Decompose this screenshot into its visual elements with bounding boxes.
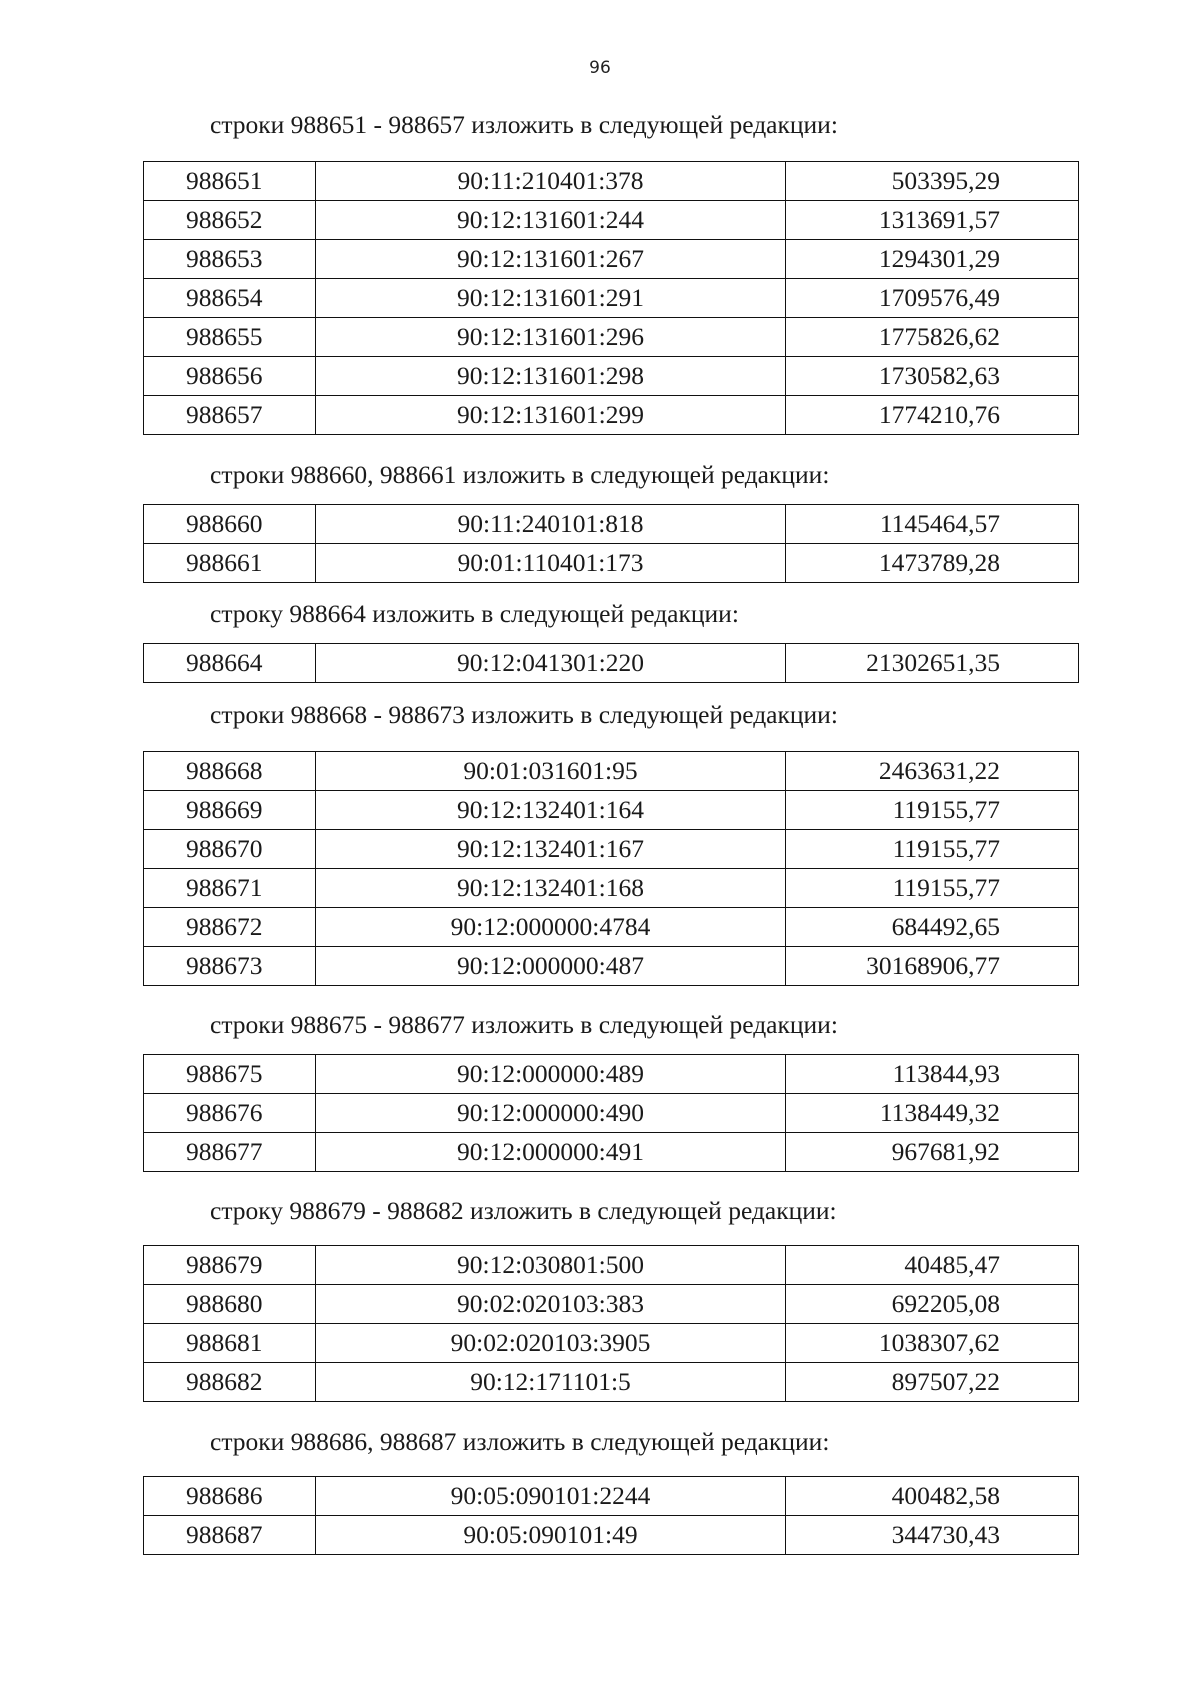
- table-row: [144, 505, 1079, 544]
- row-number-cell: 988664: [144, 644, 316, 683]
- section-table: [143, 751, 1078, 986]
- cadastral-number-cell: 90:12:131601:291: [316, 279, 786, 318]
- value-cell: 503395,29: [786, 162, 1079, 201]
- cadastral-number-cell: 90:12:030801:500: [316, 1246, 786, 1285]
- row-number-cell: 988654: [144, 279, 316, 318]
- value-cell: 119155,77: [786, 869, 1079, 908]
- data-table: [143, 751, 1079, 986]
- table-row: [144, 1285, 1079, 1324]
- value-cell: 119155,77: [786, 791, 1079, 830]
- section-caption: строки 988686, 988687 изложить в следующей редакции:: [210, 1427, 830, 1456]
- row-number-cell: 988681: [144, 1324, 316, 1363]
- data-table: [143, 504, 1079, 583]
- section-caption: строки 988651 - 988657 изложить в следующей редакции:: [210, 110, 838, 139]
- row-number-cell: 988656: [144, 357, 316, 396]
- cadastral-number-cell: 90:12:132401:167: [316, 830, 786, 869]
- table-row: [144, 396, 1079, 435]
- value-cell: 692205,08: [786, 1285, 1079, 1324]
- row-number-cell: 988673: [144, 947, 316, 986]
- section-table: [143, 1476, 1078, 1555]
- value-cell: 344730,43: [786, 1516, 1079, 1555]
- row-number-cell: 988687: [144, 1516, 316, 1555]
- value-cell: 684492,65: [786, 908, 1079, 947]
- data-table: [143, 1054, 1079, 1172]
- value-cell: 113844,93: [786, 1055, 1079, 1094]
- value-cell: 21302651,35: [786, 644, 1079, 683]
- table-row: [144, 1246, 1079, 1285]
- value-cell: 1775826,62: [786, 318, 1079, 357]
- row-number-cell: 988668: [144, 752, 316, 791]
- row-number-cell: 988677: [144, 1133, 316, 1172]
- value-cell: 400482,58: [786, 1477, 1079, 1516]
- value-cell: 30168906,77: [786, 947, 1079, 986]
- table-row: [144, 644, 1079, 683]
- value-cell: 1313691,57: [786, 201, 1079, 240]
- row-number-cell: 988652: [144, 201, 316, 240]
- cadastral-number-cell: 90:12:131601:267: [316, 240, 786, 279]
- value-cell: 1145464,57: [786, 505, 1079, 544]
- section-table: [143, 643, 1078, 683]
- cadastral-number-cell: 90:12:171101:5: [316, 1363, 786, 1402]
- cadastral-number-cell: 90:12:000000:490: [316, 1094, 786, 1133]
- table-row: [144, 544, 1079, 583]
- row-number-cell: 988676: [144, 1094, 316, 1133]
- section-table: [143, 1054, 1078, 1172]
- row-number-cell: 988680: [144, 1285, 316, 1324]
- row-number-cell: 988661: [144, 544, 316, 583]
- section-caption: строку 988664 изложить в следующей редакции:: [210, 599, 739, 628]
- cadastral-number-cell: 90:02:020103:383: [316, 1285, 786, 1324]
- table-row: [144, 869, 1079, 908]
- section-table: [143, 161, 1078, 435]
- row-number-cell: 988671: [144, 869, 316, 908]
- value-cell: 2463631,22: [786, 752, 1079, 791]
- page-number: 96: [589, 58, 611, 78]
- cadastral-number-cell: 90:12:000000:4784: [316, 908, 786, 947]
- row-number-cell: 988657: [144, 396, 316, 435]
- cadastral-number-cell: 90:12:131601:299: [316, 396, 786, 435]
- cadastral-number-cell: 90:11:210401:378: [316, 162, 786, 201]
- cadastral-number-cell: 90:12:000000:489: [316, 1055, 786, 1094]
- table-row: [144, 318, 1079, 357]
- row-number-cell: 988672: [144, 908, 316, 947]
- cadastral-number-cell: 90:12:000000:487: [316, 947, 786, 986]
- row-number-cell: 988653: [144, 240, 316, 279]
- table-row: [144, 1133, 1079, 1172]
- cadastral-number-cell: 90:01:031601:95: [316, 752, 786, 791]
- value-cell: 119155,77: [786, 830, 1079, 869]
- table-row: [144, 1055, 1079, 1094]
- row-number-cell: 988655: [144, 318, 316, 357]
- cadastral-number-cell: 90:12:132401:168: [316, 869, 786, 908]
- value-cell: 1138449,32: [786, 1094, 1079, 1133]
- cadastral-number-cell: 90:02:020103:3905: [316, 1324, 786, 1363]
- value-cell: 1774210,76: [786, 396, 1079, 435]
- value-cell: 1038307,62: [786, 1324, 1079, 1363]
- table-row: [144, 240, 1079, 279]
- table-row: [144, 357, 1079, 396]
- data-table: [143, 643, 1079, 683]
- cadastral-number-cell: 90:01:110401:173: [316, 544, 786, 583]
- row-number-cell: 988651: [144, 162, 316, 201]
- table-row: [144, 201, 1079, 240]
- cadastral-number-cell: 90:05:090101:2244: [316, 1477, 786, 1516]
- value-cell: 40485,47: [786, 1246, 1079, 1285]
- table-row: [144, 1363, 1079, 1402]
- row-number-cell: 988682: [144, 1363, 316, 1402]
- table-row: [144, 1516, 1079, 1555]
- table-row: [144, 908, 1079, 947]
- value-cell: 1294301,29: [786, 240, 1079, 279]
- cadastral-number-cell: 90:05:090101:49: [316, 1516, 786, 1555]
- row-number-cell: 988679: [144, 1246, 316, 1285]
- section-caption: строки 988668 - 988673 изложить в следующей редакции:: [210, 700, 838, 729]
- table-row: [144, 1324, 1079, 1363]
- row-number-cell: 988686: [144, 1477, 316, 1516]
- data-table: [143, 1476, 1079, 1555]
- data-table: [143, 1245, 1079, 1402]
- section-table: [143, 504, 1078, 583]
- cadastral-number-cell: 90:12:041301:220: [316, 644, 786, 683]
- row-number-cell: 988660: [144, 505, 316, 544]
- table-row: [144, 1094, 1079, 1133]
- table-row: [144, 279, 1079, 318]
- cadastral-number-cell: 90:12:131601:244: [316, 201, 786, 240]
- table-row: [144, 947, 1079, 986]
- section-table: [143, 1245, 1078, 1402]
- section-caption: строки 988675 - 988677 изложить в следующей редакции:: [210, 1010, 838, 1039]
- value-cell: 897507,22: [786, 1363, 1079, 1402]
- section-caption: строку 988679 - 988682 изложить в следующей редакции:: [210, 1196, 837, 1225]
- table-row: [144, 752, 1079, 791]
- row-number-cell: 988669: [144, 791, 316, 830]
- value-cell: 967681,92: [786, 1133, 1079, 1172]
- table-row: [144, 162, 1079, 201]
- row-number-cell: 988675: [144, 1055, 316, 1094]
- cadastral-number-cell: 90:12:131601:298: [316, 357, 786, 396]
- row-number-cell: 988670: [144, 830, 316, 869]
- cadastral-number-cell: 90:11:240101:818: [316, 505, 786, 544]
- table-row: [144, 791, 1079, 830]
- value-cell: 1709576,49: [786, 279, 1079, 318]
- table-row: [144, 830, 1079, 869]
- value-cell: 1473789,28: [786, 544, 1079, 583]
- data-table: [143, 161, 1079, 435]
- value-cell: 1730582,63: [786, 357, 1079, 396]
- section-caption: строки 988660, 988661 изложить в следующей редакции:: [210, 460, 830, 489]
- cadastral-number-cell: 90:12:000000:491: [316, 1133, 786, 1172]
- cadastral-number-cell: 90:12:132401:164: [316, 791, 786, 830]
- table-row: [144, 1477, 1079, 1516]
- cadastral-number-cell: 90:12:131601:296: [316, 318, 786, 357]
